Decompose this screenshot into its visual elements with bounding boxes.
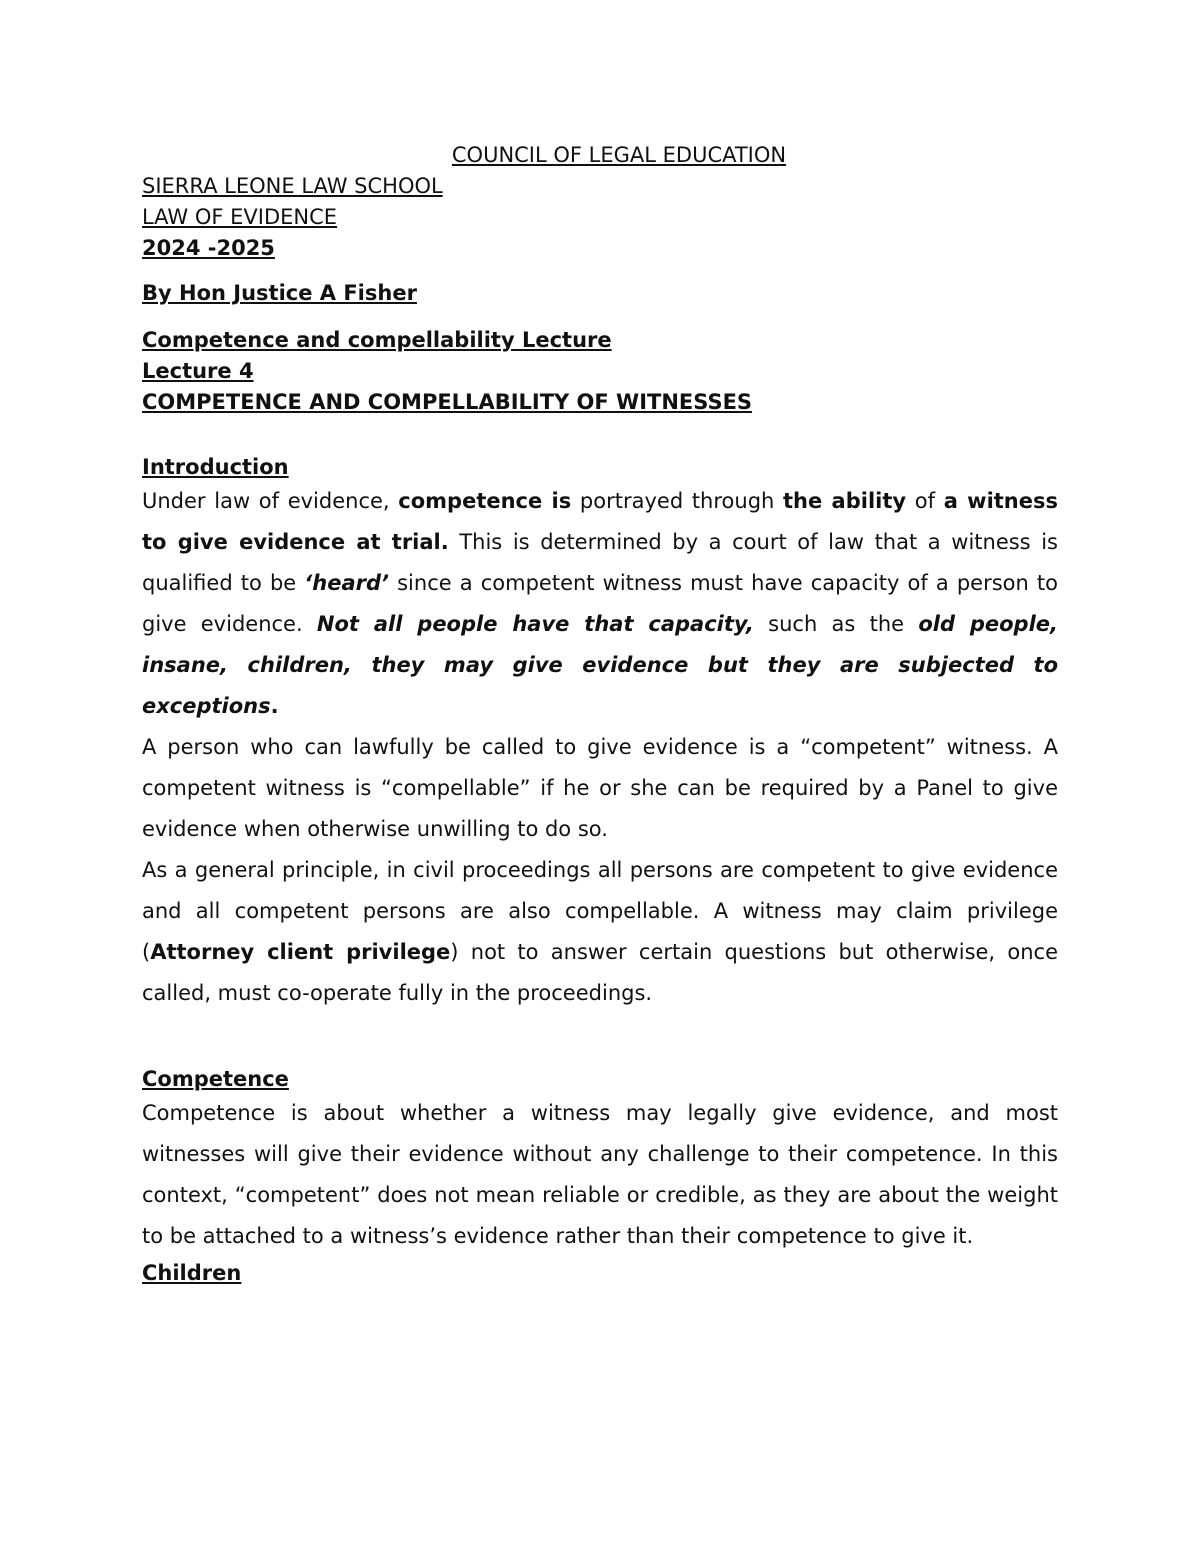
children-heading: Children [142,1261,242,1285]
course-name: LAW OF EVIDENCE [142,205,338,229]
lecture-topic: Competence and compellability Lecture [142,328,612,352]
council-title: COUNCIL OF LEGAL EDUCATION [451,143,787,167]
document-page [142,140,1058,1289]
academic-year: 2024 -2025 [142,236,275,260]
school-name: SIERRA LEONE LAW SCHOOL [142,174,443,198]
introduction-paragraph-3: As a general principle, in civil proceedings all persons are competent to give evidence and all competent persons are also compellable. A witness may claim privilege (Attorney client privilege) not to answer certain questions but otherwise, once called, must co-operate fully in the proceedings. [142,858,1059,1005]
lecture-title: COMPETENCE AND COMPELLABILITY OF WITNESSES [142,390,753,414]
lecture-number: Lecture 4 [142,359,254,383]
competence-heading: Competence [142,1067,289,1091]
introduction-heading: Introduction [142,455,289,479]
competence-paragraph-1: Competence is about whether a witness may legally give evidence, and most witnesses will give their evidence without any challenge to their competence. In this context, “competent” does not mean reliable or credible, as they are about the weight to be attached to a witness’s evidence rather than their competence to give it. [142,1101,1058,1248]
introduction-paragraph-1: Under law of evidence, competence is portrayed through the ability of a witness to give evidence at trial. This is determined by a court of law that a witness is qualified to be ‘heard’ since a competent witness must have capacity of a person to give evidence. Not all people have that capacity, such as the old people, insane, children, they may give evidence but they are subjected to exceptions. [142,489,1059,718]
author-line: By Hon Justice A Fisher [142,281,417,305]
introduction-paragraph-2: A person who can lawfully be called to give evidence is a “competent” witness. A competent witness is “compellable” if he or she can be required by a Panel to give evidence when otherwise unwilling to do so. [142,735,1058,841]
